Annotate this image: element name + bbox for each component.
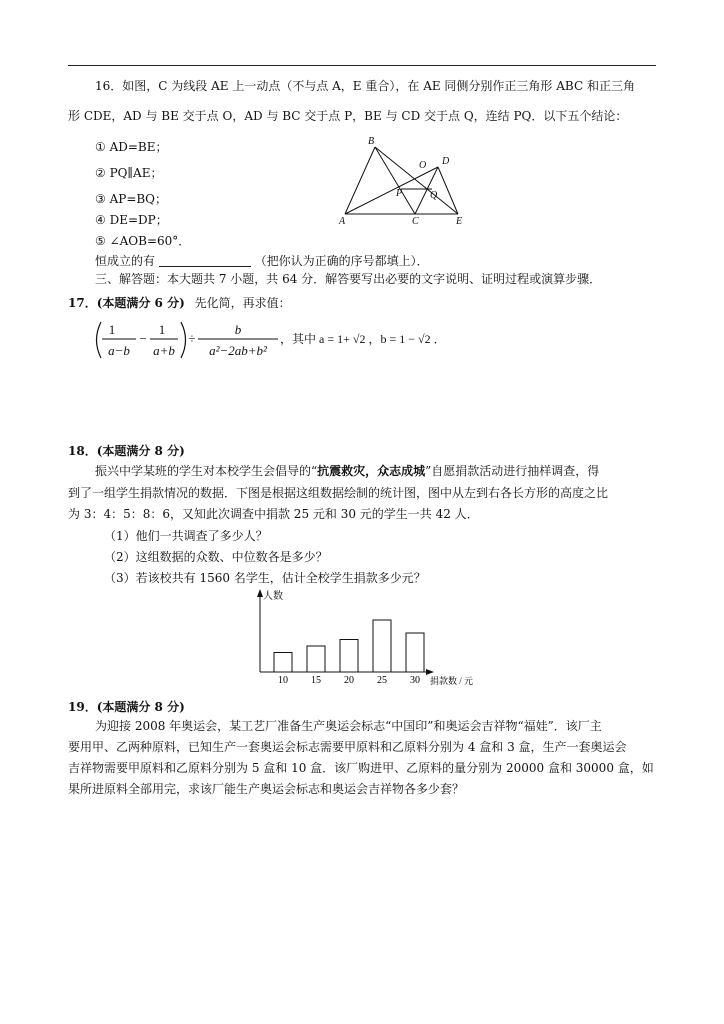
q19-title: 19．(本题满分 8 分) xyxy=(68,700,185,714)
q16-item-1: ① AD=BE； xyxy=(95,140,168,154)
q18-title: 18．(本题满分 8 分) xyxy=(68,444,185,458)
section-3-heading: 三、解答题：本大题共 7 小题，共 64 分．解答要写出必要的文字说明、证明过程或演算步骤． xyxy=(95,272,602,286)
label-o: O xyxy=(419,160,427,171)
f3-num: b xyxy=(234,322,242,337)
label-e: E xyxy=(456,216,463,226)
label-a: A xyxy=(339,216,346,226)
right-paren xyxy=(181,322,186,358)
bar-10 xyxy=(274,653,292,673)
f2-num: 1 xyxy=(158,322,166,337)
bar-20 xyxy=(340,640,358,673)
q18-p1-b: ”自愿捐款活动进行抽样调查，得 xyxy=(425,464,600,478)
minus-sign: − xyxy=(139,331,147,346)
bar-30 xyxy=(406,633,424,672)
donation-bar-chart xyxy=(240,586,490,688)
x-axis-label: 捐款数 / 元 xyxy=(430,676,474,686)
label-b: B xyxy=(368,136,375,147)
q16-line1: 16．如图，C 为线段 AE 上一动点（不与点 A，E 重合），在 AE 同侧分别作正三角形 ABC 和正三角 xyxy=(95,79,635,93)
divide-sign: ÷ xyxy=(188,331,196,346)
q18-para-line3: 为 3：4：5：8：6，又知此次调查中捐款 25 元和 30 元的学生一共 42 人． xyxy=(68,507,479,521)
q17-instruction: 先化简，再求值： xyxy=(194,296,291,310)
bar-25 xyxy=(373,620,391,672)
x-axis-arrow xyxy=(426,669,434,675)
tick-label-20: 20 xyxy=(344,675,354,686)
q16-item-2: ② PQ∥AE； xyxy=(95,166,163,180)
q16-item-3: ③ AP=BQ； xyxy=(95,192,168,206)
q19-line2: 要用甲、乙两种原料，已知生产一套奥运会标志需要甲原料和乙原料分别为 4 盒和 3 盒，生产一套奥运会 xyxy=(68,740,627,754)
q16-answer-prefix: 恒成立的有 xyxy=(95,254,156,268)
q16-item-4: ④ DE=DP； xyxy=(95,213,168,227)
segment-de xyxy=(438,167,458,214)
q17-heading xyxy=(68,294,291,311)
f3-den: a²−2ab+b² xyxy=(209,343,267,358)
q16-line2: 形 CDE，AD 与 BE 交于点 O，AD 与 BC 交于点 P，BE 与 CD 交于点 Q，连结 PQ．以下五个结论： xyxy=(68,109,628,123)
q17-expression xyxy=(90,318,510,362)
q17-title: 17．(本题满分 6 分) xyxy=(68,296,185,310)
q18-p1-a: 振兴中学某班的学生对本校学生会倡导的“ xyxy=(95,464,318,478)
q16-answer-suffix: （把你认为正确的序号都填上）． xyxy=(254,254,429,268)
label-c: C xyxy=(412,216,419,226)
tick-label-30: 30 xyxy=(410,675,420,686)
q16-answer-line xyxy=(95,252,429,269)
tick-label-10: 10 xyxy=(278,675,288,686)
bar-15 xyxy=(307,646,325,672)
q18-sub-2: （2）这组数据的众数、中位数各是多少？ xyxy=(104,550,328,564)
segment-bc xyxy=(375,147,415,214)
q18-para-line1 xyxy=(95,464,695,478)
f1-den: a−b xyxy=(108,343,130,358)
label-q: Q xyxy=(430,190,438,201)
q18-p1-bold: 抗震救灾，众志成城 xyxy=(317,464,426,478)
q17-where: ，其中 a = 1+ √2 ，b = 1 − √2 ． xyxy=(280,332,446,346)
q16-answer-blank[interactable] xyxy=(159,254,251,267)
q16-figure xyxy=(330,134,480,226)
label-d: D xyxy=(442,156,450,167)
q18-sub-3: （3）若该校共有 1560 名学生，估计全校学生捐款多少元？ xyxy=(104,571,426,585)
segment-ab xyxy=(345,147,375,214)
header-rule xyxy=(68,65,656,66)
f2-den: a+b xyxy=(153,343,175,358)
y-axis-label: 人数 xyxy=(263,591,283,602)
q19-line1: 为迎接 2008 年奥运会，某工艺厂准备生产奥运会标志“中国印”和奥运会吉祥物“福娃”．该厂主 xyxy=(95,719,602,733)
label-p: P xyxy=(396,188,403,199)
q19-line4: 果所进原料全部用完，求该厂能生产奥运会标志和奥运会吉祥物各多少套？ xyxy=(68,782,465,796)
left-paren xyxy=(97,322,102,358)
q19-line3: 吉祥物需要甲原料和乙原料分别为 5 盒和 10 盒．该厂购进甲、乙原料的量分别为 20000 盒和 30000 盒，如 xyxy=(68,761,654,775)
q18-para-line2: 到了一组学生捐款情况的数据．下图是根据这组数据绘制的统计图，图中从左到右各长方形的高度之比 xyxy=(68,486,609,500)
tick-label-15: 15 xyxy=(311,675,321,686)
q16-item-5: ⑤ ∠AOB=60°． xyxy=(95,234,191,248)
f1-num: 1 xyxy=(108,322,116,337)
q18-sub-1: （1）他们一共调查了多少人？ xyxy=(104,529,268,543)
tick-label-25: 25 xyxy=(377,675,387,686)
